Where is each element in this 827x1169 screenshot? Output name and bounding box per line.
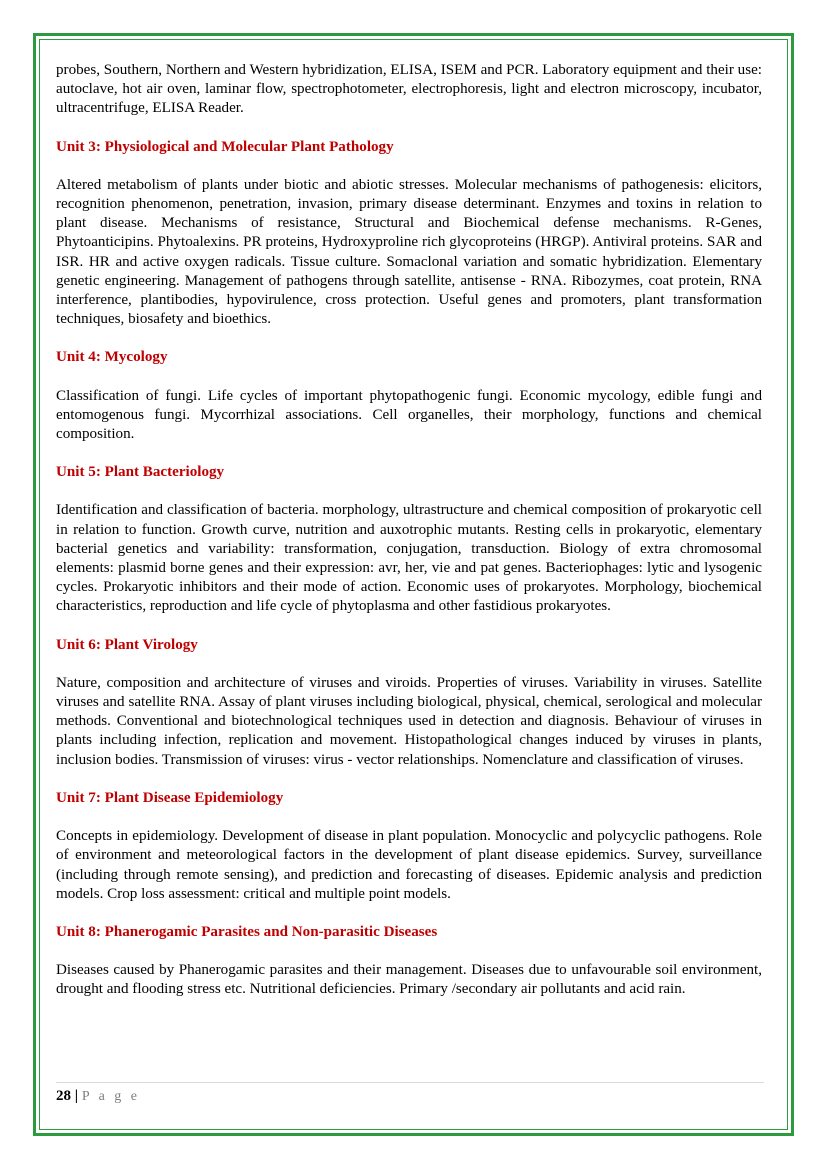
unit-5-body: Identification and classification of bacteria. morphology, ultrastructure and chemical composition of prokaryotic cell in relation to function. Growth curve, nutrition and auxotrophic mutants. Resting cells in prokaryotic, elementary bacterial genetics and variability: transformation, conjugation, transduction. Biology of extra chromosomal elements: plasmid borne genes and their expression: avr, her, vie and pat genes. Bacteriophages: lytic and lysogenic cycles. Prokaryotic inhibitors and their mode of action. Economic uses of prokaryotes. Morphology, biochemical characteristics, reproduction and life cycle of phytoplasma and other fastidious prokaryotes. xyxy=(56,502,762,615)
unit-5-title: Unit 5: Plant Bacteriology xyxy=(56,464,225,481)
unit-7-body: Concepts in epidemiology. Development of disease in plant population. Monocyclic and polycyclic pathogens. Role of environment and meteorological factors in the development of plant disease epidemics. Survey, surveillance (including through remote sensing), and prediction and forecasting of diseases. Epidemic analysis and prediction models. Crop loss assessment: critical and multiple point models. xyxy=(56,828,762,902)
page-number: 28 xyxy=(56,1088,71,1104)
unit-6-title: Unit 6: Plant Virology xyxy=(56,636,198,653)
unit-3-title: Unit 3: Physiological and Molecular Plant Pathology xyxy=(56,138,394,155)
unit-8-title: Unit 8: Phanerogamic Parasites and Non-parasitic Diseases xyxy=(56,923,438,940)
unit-7-title: Unit 7: Plant Disease Epidemiology xyxy=(56,789,284,806)
unit-7-section xyxy=(56,789,762,904)
unit-4-title: Unit 4: Mycology xyxy=(56,349,168,366)
document-content xyxy=(56,61,762,1000)
unit-5-section xyxy=(56,463,762,616)
intro-paragraph: probes, Southern, Northern and Western hybridization, ELISA, ISEM and PCR. Laboratory equipment and their use: autoclave, hot air oven, laminar flow, spectrophotometer, electrophoresis, light and electron microscopy, incubator, ultracentrifuge, ELISA Reader. xyxy=(56,62,762,117)
unit-6-body: Nature, composition and architecture of viruses and viroids. Properties of viruses. Variability in viruses. Satellite viruses and satellite RNA. Assay of plant viruses including biological, physical, chemical, serological and molecular methods. Conventional and biotechnological techniques used in detection and diagnosis. Behaviour of viruses in plants including infection, replication and movement. Histopathological changes induced by viruses in plants, inclusion bodies. Transmission of viruses: virus - vector relationships. Nomenclature and classification of viruses. xyxy=(56,674,762,768)
unit-4-body: Classification of fungi. Life cycles of important phytopathogenic fungi. Economic mycology, edible fungi and entomogenous fungi. Mycorrhizal associations. Cell organelles, their morphology, functions and chemical composition. xyxy=(56,387,762,443)
unit-3-body: Altered metabolism of plants under biotic and abiotic stresses. Molecular mechanisms of pathogenesis: elicitors, recognition phenomenon, penetration, invasion, primary disease determinant. Enzymes and toxins in relation to plant disease. Mechanisms of resistance, Structural and Biochemical defense mechanisms. R-Genes, Phytoanticipins. Phytoalexins. PR proteins, Hydroxyproline rich glycoproteins (HRGP). Antiviral proteins. SAR and ISR. HR and active oxygen radicals. Tissue culture. Somaclonal variation and somatic hybridization. Elementary genetic engineering. Management of pathogens through satellite, antisense - RNA. Ribozymes, coat protein, RNA interference, plantibodies, hypovirulence, cross protection. Useful genes and promoters, plant transformation techniques, biosafety and bioethics. xyxy=(56,176,762,328)
unit-8-body: Diseases caused by Phanerogamic parasites and their management. Diseases due to unfavourable soil environment, drought and flooding stress etc. Nutritional deficiencies. Primary /secondary air pollutants and acid rain. xyxy=(56,962,762,998)
unit-3-section xyxy=(56,138,762,330)
page-footer xyxy=(56,1082,764,1106)
footer-separator: | xyxy=(74,1088,79,1104)
unit-8-section xyxy=(56,923,762,1000)
unit-4-section xyxy=(56,348,762,444)
unit-6-section xyxy=(56,636,762,770)
page-label: P a g e xyxy=(81,1089,141,1104)
